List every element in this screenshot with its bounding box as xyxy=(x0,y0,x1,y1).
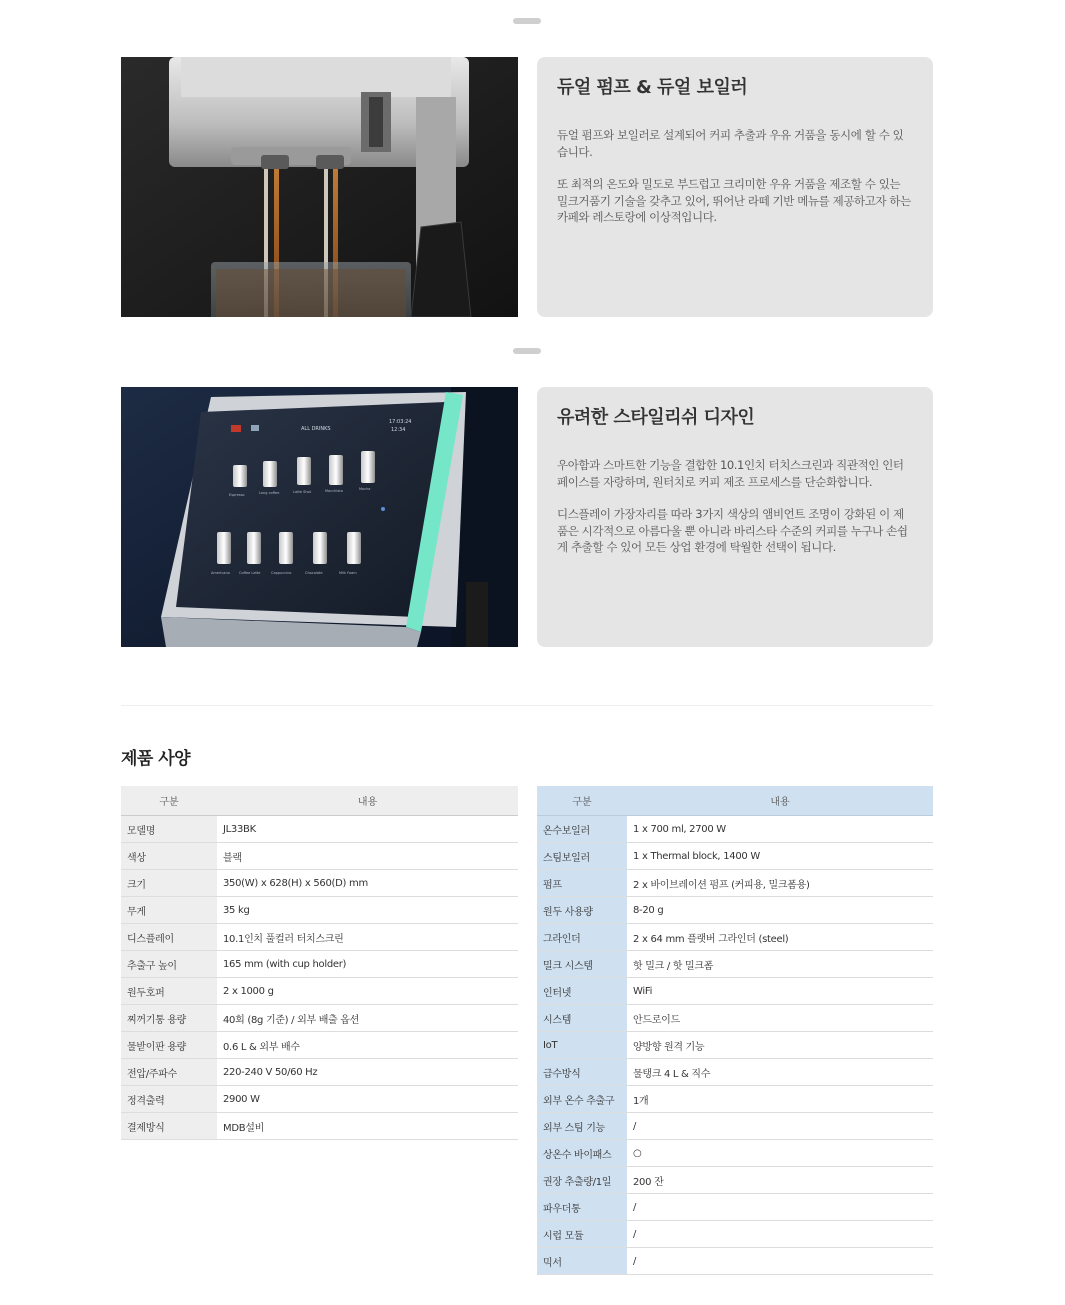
table-row xyxy=(537,1167,933,1194)
spec-value: 양방향 원격 기능 xyxy=(627,1032,933,1059)
spec-label: 전압/주파수 xyxy=(121,1059,217,1086)
spec-label: 크기 xyxy=(121,870,217,897)
drink-label: Latte Shot xyxy=(293,490,312,494)
table-row xyxy=(537,1194,933,1221)
table-row xyxy=(121,1086,518,1113)
spec-value: 2900 W xyxy=(217,1086,518,1113)
table-row xyxy=(537,897,933,924)
table-row xyxy=(121,870,518,897)
spec-label: 인터넷 xyxy=(537,978,627,1005)
spec-value: 10.1인치 풀컬러 터치스크린 xyxy=(217,924,518,951)
drink-label: Cappuccino xyxy=(271,571,292,575)
table-row xyxy=(121,1113,518,1140)
spec-label: 정격출력 xyxy=(121,1086,217,1113)
table-row xyxy=(537,1005,933,1032)
spec-value: / xyxy=(627,1221,933,1248)
feature-description: 듀얼 펌프와 보일러로 설계되어 커피 추출과 우유 거품을 동시에 할 수 있습니다. xyxy=(557,128,904,159)
spec-label: 결제방식 xyxy=(121,1113,217,1140)
table-row xyxy=(121,816,518,843)
table-row xyxy=(121,897,518,924)
spec-label: 디스플레이 xyxy=(121,924,217,951)
table-row xyxy=(537,1059,933,1086)
spec-table-right xyxy=(537,786,933,1275)
screen-header-clock: 12:34 xyxy=(391,427,406,433)
table-row xyxy=(537,1113,933,1140)
spec-value: 8-20 g xyxy=(627,897,933,924)
feature-description: 또 최적의 온도와 밀도로 부드럽고 크리미한 우유 거품을 제조할 수 있는 밀크거품기 기술을 갖추고 있어, 뛰어난 라떼 기반 메뉴를 제공하고자 하는 카페와 레스토랑에 이상적입니다. xyxy=(557,177,911,224)
touchscreen-photo xyxy=(121,387,518,647)
feature-card-dual-pump xyxy=(537,57,933,317)
table-row xyxy=(537,1032,933,1059)
table-row xyxy=(121,1059,518,1086)
spec-value: / xyxy=(627,1113,933,1140)
spec-label: 펌프 xyxy=(537,870,627,897)
spec-value: 2 x 1000 g xyxy=(217,978,518,1005)
spec-label: 외부 스팀 기능 xyxy=(537,1113,627,1140)
section-divider xyxy=(513,348,541,354)
spec-value: 핫 밀크 / 핫 밀크폼 xyxy=(627,951,933,978)
spec-label: 밀크 시스템 xyxy=(537,951,627,978)
column-header-key: 구분 xyxy=(121,786,217,816)
spec-value: / xyxy=(627,1248,933,1275)
spec-label: 물받이판 용량 xyxy=(121,1032,217,1059)
spec-value: 1개 xyxy=(627,1086,933,1113)
spec-value: 1 x Thermal block, 1400 W xyxy=(627,843,933,870)
spec-label: 원두호퍼 xyxy=(121,978,217,1005)
spec-value: 물탱크 4 L & 직수 xyxy=(627,1059,933,1086)
spec-label: 파우더통 xyxy=(537,1194,627,1221)
spec-label: 온수보일러 xyxy=(537,816,627,843)
spec-label: 원두 사용량 xyxy=(537,897,627,924)
spec-value: MDB설비 xyxy=(217,1113,518,1140)
spec-value: 35 kg xyxy=(217,897,518,924)
spec-label: 추출구 높이 xyxy=(121,951,217,978)
table-row xyxy=(121,1005,518,1032)
spec-value: JL33BK xyxy=(217,816,518,843)
spec-label: 시스템 xyxy=(537,1005,627,1032)
spec-value: 0.6 L & 외부 배수 xyxy=(217,1032,518,1059)
spec-label: 모델명 xyxy=(121,816,217,843)
table-row xyxy=(121,1032,518,1059)
spec-label: 급수방식 xyxy=(537,1059,627,1086)
spec-label: 권장 추출량/1일 xyxy=(537,1167,627,1194)
drink-label: Mocha xyxy=(359,487,371,491)
feature-card-design xyxy=(537,387,933,647)
drink-label: Espresso xyxy=(229,493,245,497)
spec-value: 1 x 700 ml, 2700 W xyxy=(627,816,933,843)
table-row xyxy=(537,1140,933,1167)
spec-label: 상온수 바이패스 xyxy=(537,1140,627,1167)
spec-value: 200 잔 xyxy=(627,1167,933,1194)
table-row xyxy=(537,951,933,978)
spec-label: 색상 xyxy=(121,843,217,870)
screen-header-center: ALL DRINKS xyxy=(301,426,331,432)
spec-value: 165 mm (with cup holder) xyxy=(217,951,518,978)
feature-description: 디스플레이 가장자리를 따라 3가지 색상의 앰비언트 조명이 강화된 이 제품은 시각적으로 아름다울 뿐 아니라 바리스타 수준의 커피를 누구나 손쉽게 추출할 수 있어 모든 상업 환경에 탁월한 선택이 됩니다. xyxy=(557,507,908,554)
spec-label: IoT xyxy=(537,1032,627,1059)
table-row xyxy=(537,1086,933,1113)
column-header-value: 내용 xyxy=(217,786,518,816)
spec-label: 시럽 모듈 xyxy=(537,1221,627,1248)
drink-label: Milk Foam xyxy=(339,571,357,575)
spec-value: 블랙 xyxy=(217,843,518,870)
feature-title: 유려한 스타일리쉬 디자인 xyxy=(557,407,755,428)
spec-label: 스팀보일러 xyxy=(537,843,627,870)
spec-label: 믹서 xyxy=(537,1248,627,1275)
table-row xyxy=(121,843,518,870)
table-row xyxy=(537,816,933,843)
spec-value: 220-240 V 50/60 Hz xyxy=(217,1059,518,1086)
spec-value: 40회 (8g 기준) / 외부 배출 옵션 xyxy=(217,1005,518,1032)
spec-value: 2 x 바이브레이션 펌프 (커피용, 밀크폼용) xyxy=(627,870,933,897)
screen-header-date: 17:03:24 xyxy=(389,419,412,425)
table-row xyxy=(537,1248,933,1275)
spec-value: WiFi xyxy=(627,978,933,1005)
spec-label: 그라인더 xyxy=(537,924,627,951)
table-row xyxy=(537,924,933,951)
spec-value: ○ xyxy=(627,1140,933,1167)
feature-description: 우아함과 스마트한 기능을 결합한 10.1인치 터치스크린과 직관적인 인터페이스를 자랑하며, 원터치로 커피 제조 프로세스를 단순화합니다. xyxy=(557,458,904,489)
feature-title: 듀얼 펌프 & 듀얼 보일러 xyxy=(557,77,748,98)
spec-label: 외부 온수 추출구 xyxy=(537,1086,627,1113)
table-header-row xyxy=(537,786,933,816)
table-row xyxy=(537,1221,933,1248)
table-row xyxy=(537,843,933,870)
spec-table-left xyxy=(121,786,518,1140)
spec-label: 찌꺼기통 용량 xyxy=(121,1005,217,1032)
drink-label: Macchiato xyxy=(325,489,343,493)
column-header-value: 내용 xyxy=(627,786,933,816)
column-header-key: 구분 xyxy=(537,786,627,816)
table-header-row xyxy=(121,786,518,816)
drink-label: Americano xyxy=(211,571,230,575)
table-row xyxy=(537,978,933,1005)
spec-value: 2 x 64 mm 플랫버 그라인더 (steel) xyxy=(627,924,933,951)
drink-label: Long coffee xyxy=(259,491,280,495)
section-rule xyxy=(121,705,933,706)
spec-value: / xyxy=(627,1194,933,1221)
section-divider xyxy=(513,18,541,24)
spec-title: 제품 사양 xyxy=(121,749,191,769)
dual-pump-photo xyxy=(121,57,518,317)
spec-value: 안드로이드 xyxy=(627,1005,933,1032)
table-row xyxy=(121,924,518,951)
spec-value: 350(W) x 628(H) x 560(D) mm xyxy=(217,870,518,897)
table-row xyxy=(121,978,518,1005)
spec-label: 무게 xyxy=(121,897,217,924)
table-row xyxy=(537,870,933,897)
table-row xyxy=(121,951,518,978)
drink-label: Coffee Latte xyxy=(239,571,261,575)
drink-label: Chocolate xyxy=(305,571,323,575)
